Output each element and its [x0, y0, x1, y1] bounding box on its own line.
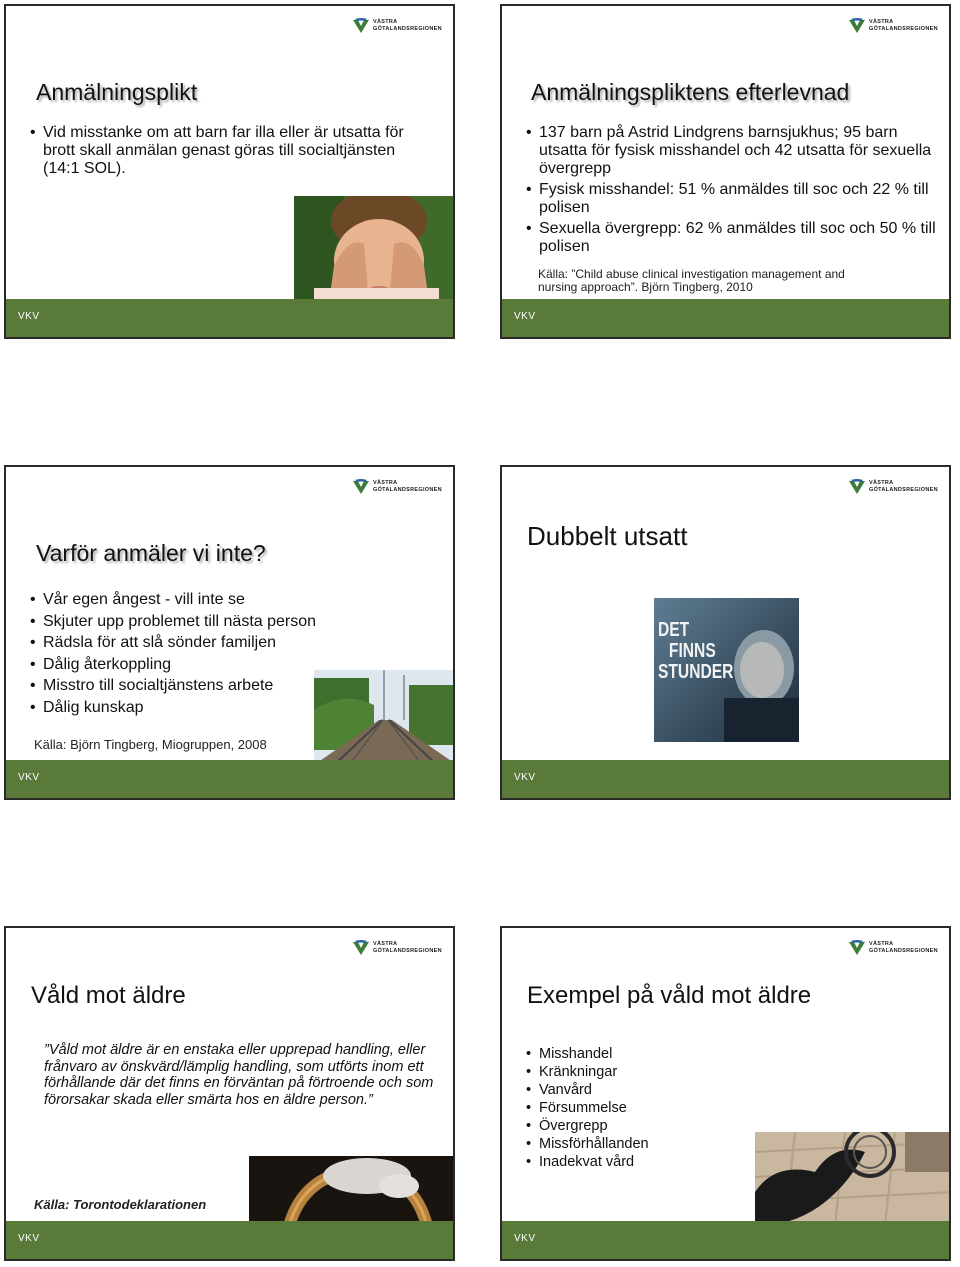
source-citation: Källa: Björn Tingberg, Miogruppen, 2008: [34, 737, 267, 752]
poster-image: [654, 598, 799, 742]
bullet-item: • Försummelse: [526, 1099, 726, 1117]
quote-close: ”: [368, 1091, 373, 1108]
logo-text-2: GÖTALANDSREGIONEN: [373, 25, 442, 32]
slide-title: Exempel på våld mot äldre: [527, 982, 812, 1009]
vgr-logo: [352, 18, 444, 36]
vgr-logo: [352, 479, 444, 497]
quote-text: Våld mot äldre är en enstaka eller upprepad handling, eller frånvaro av önskvärd/lämplig handling, som utförts inom ett förhållande där det finns en förväntan på förtroende och som förorsakar skada eller smärta hos en äldre person.: [44, 1042, 434, 1108]
bullet-item: • Dålig kunskap: [30, 697, 360, 719]
logo-text-1: VÄSTRA: [373, 941, 398, 947]
slide-title: Anmälningsplikt: [36, 79, 198, 105]
slide-footer: [502, 1221, 949, 1259]
source-citation: [538, 268, 845, 294]
bullet-list: [526, 1045, 726, 1171]
slide-footer: [6, 760, 453, 798]
vgr-logo-icon: [848, 479, 866, 495]
bullet-item: • Övergrepp: [526, 1117, 726, 1135]
bullet-item: • Misshandel: [526, 1045, 726, 1063]
poster-line-2: FINNS: [668, 640, 716, 662]
quote-open: ”: [44, 1042, 49, 1058]
slide-3: [4, 465, 455, 800]
logo-text-2: GÖTALANDSREGIONEN: [869, 25, 938, 32]
footer-label: VKV: [18, 1233, 40, 1244]
source-line-2: nursing approach”. Björn Tingberg, 2010: [538, 280, 753, 294]
bullet-item: • Rädsla för att slå sönder familjen: [30, 632, 360, 654]
bullet-item: • Fysisk misshandel: 51 % anmäldes till soc och 22 % till polisen: [526, 181, 936, 217]
vgr-logo-icon: [848, 18, 866, 34]
bullet-item: • Vår egen ångest - vill inte se: [30, 589, 360, 611]
bullet-item: • Vid misstanke om att barn far illa eller är utsatta för brott skall anmälan genast göras till socialtjänsten (14:1 SOL).: [30, 124, 430, 178]
bullet-item: • 137 barn på Astrid Lindgrens barnsjukhus; 95 barn utsatta för fysisk misshandel och 42 utsatta för sexuella övergrepp: [526, 124, 936, 178]
footer-label: VKV: [514, 1233, 536, 1244]
slide-footer: [502, 760, 949, 798]
child-covering-face-photo: [294, 196, 455, 302]
railway-tracks-photo: [314, 670, 455, 765]
bullet-item: • Missförhållanden: [526, 1135, 726, 1153]
slide-4: [500, 465, 951, 800]
logo-text-2: GÖTALANDSREGIONEN: [869, 486, 938, 493]
wheelchair-shadow-photo: [755, 1132, 951, 1226]
footer-label: VKV: [514, 311, 536, 322]
logo-text-2: GÖTALANDSREGIONEN: [373, 947, 442, 954]
poster-line-1: DET: [658, 619, 690, 641]
slide-2: [500, 4, 951, 339]
bullet-list: [30, 589, 360, 718]
bullet-list: [30, 124, 430, 178]
logo-text-1: VÄSTRA: [869, 19, 894, 25]
footer-label: VKV: [18, 311, 40, 322]
slide-title: Dubbelt utsatt: [527, 521, 688, 551]
bullet-item: • Kränkningar: [526, 1063, 726, 1081]
vgr-logo-icon: [352, 18, 370, 34]
slide-6: [500, 926, 951, 1261]
logo-text-1: VÄSTRA: [869, 480, 894, 486]
slide-1: [4, 4, 455, 339]
logo-text-1: VÄSTRA: [869, 941, 894, 947]
bullet-list: [526, 124, 936, 256]
vgr-logo: [848, 479, 940, 497]
slide-title: Anmälningspliktens efterlevnad: [531, 79, 850, 105]
vgr-logo-icon: [848, 940, 866, 956]
source-citation: Källa: Torontodeklarationen: [34, 1197, 207, 1212]
poster-line-3: STUNDER: [658, 661, 734, 683]
logo-text-1: VÄSTRA: [373, 480, 398, 486]
bullet-item: • Skjuter upp problemet till nästa person: [30, 611, 360, 633]
vgr-logo: [848, 940, 940, 958]
vgr-logo-icon: [352, 479, 370, 495]
slide-footer: [6, 1221, 453, 1259]
footer-label: VKV: [514, 772, 536, 783]
bullet-item: • Sexuella övergrepp: 62 % anmäldes till soc och 50 % till polisen: [526, 220, 936, 256]
logo-text-1: VÄSTRA: [373, 19, 398, 25]
source-line-1: Källa: ”Child abuse clinical investigation management and: [538, 267, 845, 281]
slide-title: Varför anmäler vi inte?: [36, 540, 266, 566]
bullet-item: • Dålig återkoppling: [30, 654, 360, 676]
logo-text-2: GÖTALANDSREGIONEN: [373, 486, 442, 493]
slide-title: Våld mot äldre: [31, 982, 186, 1009]
vgr-logo: [848, 18, 940, 36]
bullet-item: • Inadekvat vård: [526, 1153, 726, 1171]
hands-holding-cane-photo: [249, 1156, 455, 1226]
definition-quote: [44, 1042, 434, 1108]
vgr-logo-icon: [352, 940, 370, 956]
vgr-logo: [352, 940, 444, 958]
logo-text-2: GÖTALANDSREGIONEN: [869, 947, 938, 954]
slide-footer: [6, 299, 453, 337]
slide-footer: [502, 299, 949, 337]
bullet-item: • Vanvård: [526, 1081, 726, 1099]
slide-5: [4, 926, 455, 1261]
bullet-item: • Misstro till socialtjänstens arbete: [30, 675, 360, 697]
footer-label: VKV: [18, 772, 40, 783]
